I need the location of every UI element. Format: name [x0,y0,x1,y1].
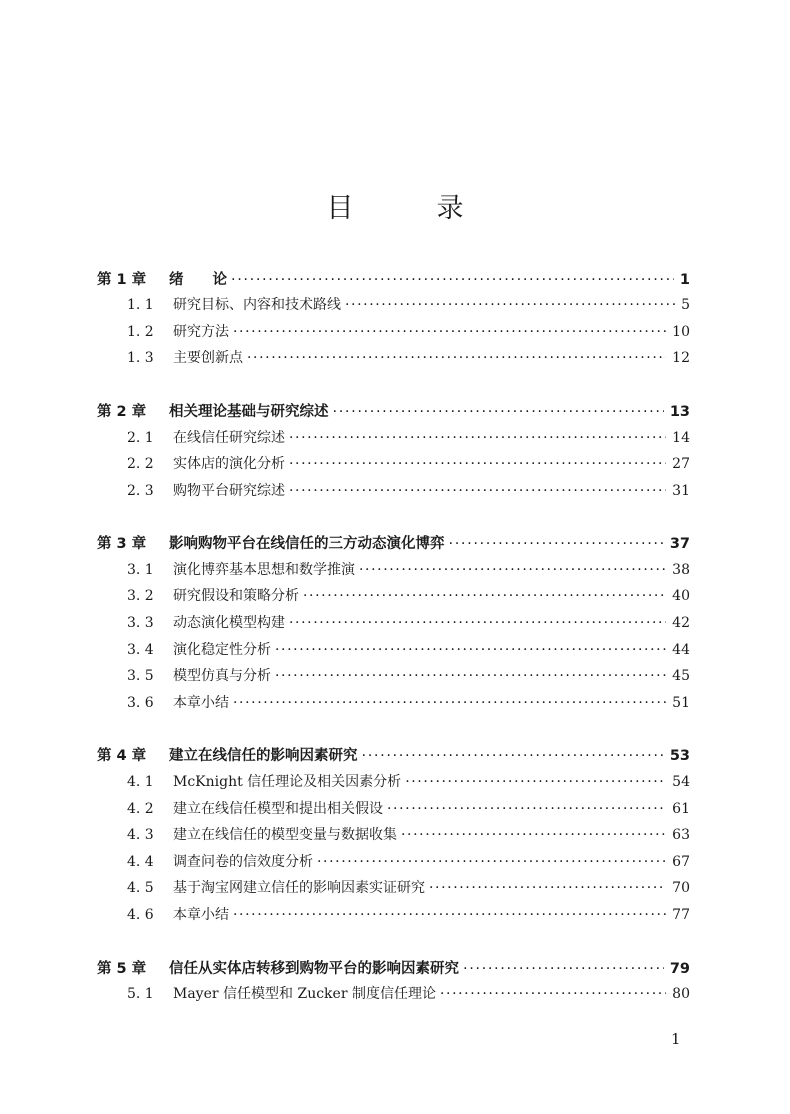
toc-chapter-entry[interactable] [97,400,690,422]
toc-entry-page: 27 [672,456,690,472]
toc-entry-page: 53 [669,748,690,764]
toc-entry-number: 4. 5 [127,880,154,896]
toc-entry-title: 本章小结 [173,695,229,711]
page-title: 目 录 [326,193,492,224]
toc-chapter-entry[interactable] [97,268,690,290]
toc-entry-page: 54 [672,774,690,790]
toc-section-entry[interactable] [127,559,690,581]
toc-entry-title: 研究方法 [173,324,229,340]
toc-entry-page: 70 [672,880,690,896]
toc-entry-page: 5 [681,297,690,313]
toc-entry-number: 3. 4 [127,642,154,658]
toc-entry-title: 绪 论 [169,272,227,288]
toc-section-entry[interactable] [127,585,690,607]
toc-entry-title: 演化稳定性分析 [173,642,271,658]
toc-entry-title: 影响购物平台在线信任的三方动态演化博弈 [169,536,445,552]
toc-entry-page: 31 [672,483,690,499]
toc-entry-number: 4. 6 [127,907,154,923]
dot-leader [275,668,666,684]
dot-leader [463,961,664,977]
toc-entry-page: 77 [672,907,690,923]
toc-entry-title: 本章小结 [173,907,229,923]
dot-leader [405,774,666,790]
toc-entry-title: 相关理论基础与研究综述 [169,404,329,420]
toc-chapter-entry[interactable] [97,532,690,554]
dot-leader [401,827,666,843]
toc-section-entry[interactable] [127,665,690,687]
toc-section-entry[interactable] [127,480,690,502]
toc-entry-page: 45 [672,668,690,684]
dot-leader [359,562,666,578]
toc-section-entry[interactable] [127,347,690,369]
toc-entry-page: 40 [672,588,690,604]
toc-entry-number: 第 1 章 [97,272,147,288]
toc-entry-number: 3. 3 [127,615,154,631]
toc-entry-number: 1. 1 [127,297,154,313]
dot-leader [289,483,666,499]
toc-entry-number: 4. 2 [127,801,154,817]
toc-section-entry[interactable] [127,983,690,1005]
toc-entry-title: 研究目标、内容和技术路线 [173,297,341,313]
toc-entry-title: 调查问卷的信效度分析 [173,854,313,870]
toc-entry-page: 1 [679,272,690,288]
toc-entry-number: 第 3 章 [97,536,147,552]
toc-entry-number: 2. 3 [127,483,154,499]
toc-entry-number: 2. 1 [127,430,154,446]
toc-entry-number: 4. 1 [127,774,154,790]
dot-leader [317,854,666,870]
dot-leader [303,588,666,604]
toc-entry-page: 51 [672,695,690,711]
toc-entry-page: 79 [669,961,690,977]
toc-entry-number: 1. 3 [127,350,154,366]
toc-entry-page: 80 [672,986,690,1002]
toc-section-entry[interactable] [127,771,690,793]
dot-leader [247,350,666,366]
toc-entry-number: 4. 3 [127,827,154,843]
toc-entry-page: 14 [672,430,690,446]
toc-section-entry[interactable] [127,612,690,634]
toc-entry-page: 44 [672,642,690,658]
page-number: 1 [671,1030,681,1048]
toc-entry-number: 第 4 章 [97,748,147,764]
toc-section-entry[interactable] [127,692,690,714]
toc-entry-title: 基于淘宝网建立信任的影响因素实证研究 [173,880,425,896]
toc-section-entry[interactable] [127,824,690,846]
dot-leader [345,297,675,313]
toc-section-entry[interactable] [127,798,690,820]
toc-entry-page: 63 [672,827,690,843]
toc-entry-title: 建立在线信任模型和提出相关假设 [173,801,383,817]
toc-chapter-entry[interactable] [97,744,690,766]
toc-section-entry[interactable] [127,321,690,343]
toc-entry-number: 1. 2 [127,324,154,340]
dot-leader [440,986,666,1002]
toc-entry-title: McKnight 信任理论及相关因素分析 [173,774,402,790]
dot-leader [333,404,664,420]
dot-leader [362,748,664,764]
toc-section-entry[interactable] [127,639,690,661]
toc-entry-number: 4. 4 [127,854,154,870]
toc-entry-title: 实体店的演化分析 [173,456,285,472]
toc-entry-page: 10 [672,324,690,340]
toc-entry-page: 67 [672,854,690,870]
toc-entry-title: 演化博弈基本思想和数学推演 [173,562,355,578]
toc-entry-page: 37 [669,536,690,552]
toc-chapter-entry[interactable] [97,957,690,979]
dot-leader [289,615,666,631]
toc-entry-page: 38 [672,562,690,578]
toc-section-entry[interactable] [127,427,690,449]
toc-section-entry[interactable] [127,453,690,475]
toc-entry-number: 5. 1 [127,986,154,1002]
dot-leader [275,642,666,658]
toc-entry-number: 2. 2 [127,456,154,472]
toc-entry-title: 动态演化模型构建 [173,615,285,631]
toc-entry-number: 3. 2 [127,588,154,604]
toc-entry-title: 建立在线信任的模型变量与数据收集 [173,827,397,843]
toc-section-entry[interactable] [127,294,690,316]
toc-entry-title: 模型仿真与分析 [173,668,271,684]
toc-entry-page: 13 [669,404,690,420]
toc-entry-number: 第 5 章 [97,961,147,977]
toc-entry-number: 第 2 章 [97,404,147,420]
toc-entry-page: 61 [672,801,690,817]
dot-leader [289,430,666,446]
dot-leader [289,456,666,472]
toc-section-entry[interactable] [127,904,690,926]
toc-entry-title: 研究假设和策略分析 [173,588,299,604]
toc-entry-title: Mayer 信任模型和 Zucker 制度信任理论 [173,986,436,1002]
toc-entry-title: 在线信任研究综述 [173,430,285,446]
dot-leader [231,272,674,288]
toc-entry-title: 主要创新点 [173,350,243,366]
toc-entry-number: 3. 1 [127,562,154,578]
toc-entry-number: 3. 6 [127,695,154,711]
toc-entry-page: 42 [672,615,690,631]
toc-entry-title: 建立在线信任的影响因素研究 [169,748,358,764]
dot-leader [387,801,666,817]
toc-entry-number: 3. 5 [127,668,154,684]
toc-section-entry[interactable] [127,877,690,899]
toc-entry-page: 12 [672,350,690,366]
dot-leader [233,695,666,711]
dot-leader [429,880,666,896]
toc-section-entry[interactable] [127,851,690,873]
dot-leader [449,536,664,552]
dot-leader [233,907,666,923]
dot-leader [233,324,666,340]
toc-entry-title: 购物平台研究综述 [173,483,285,499]
toc-entry-title: 信任从实体店转移到购物平台的影响因素研究 [169,961,459,977]
